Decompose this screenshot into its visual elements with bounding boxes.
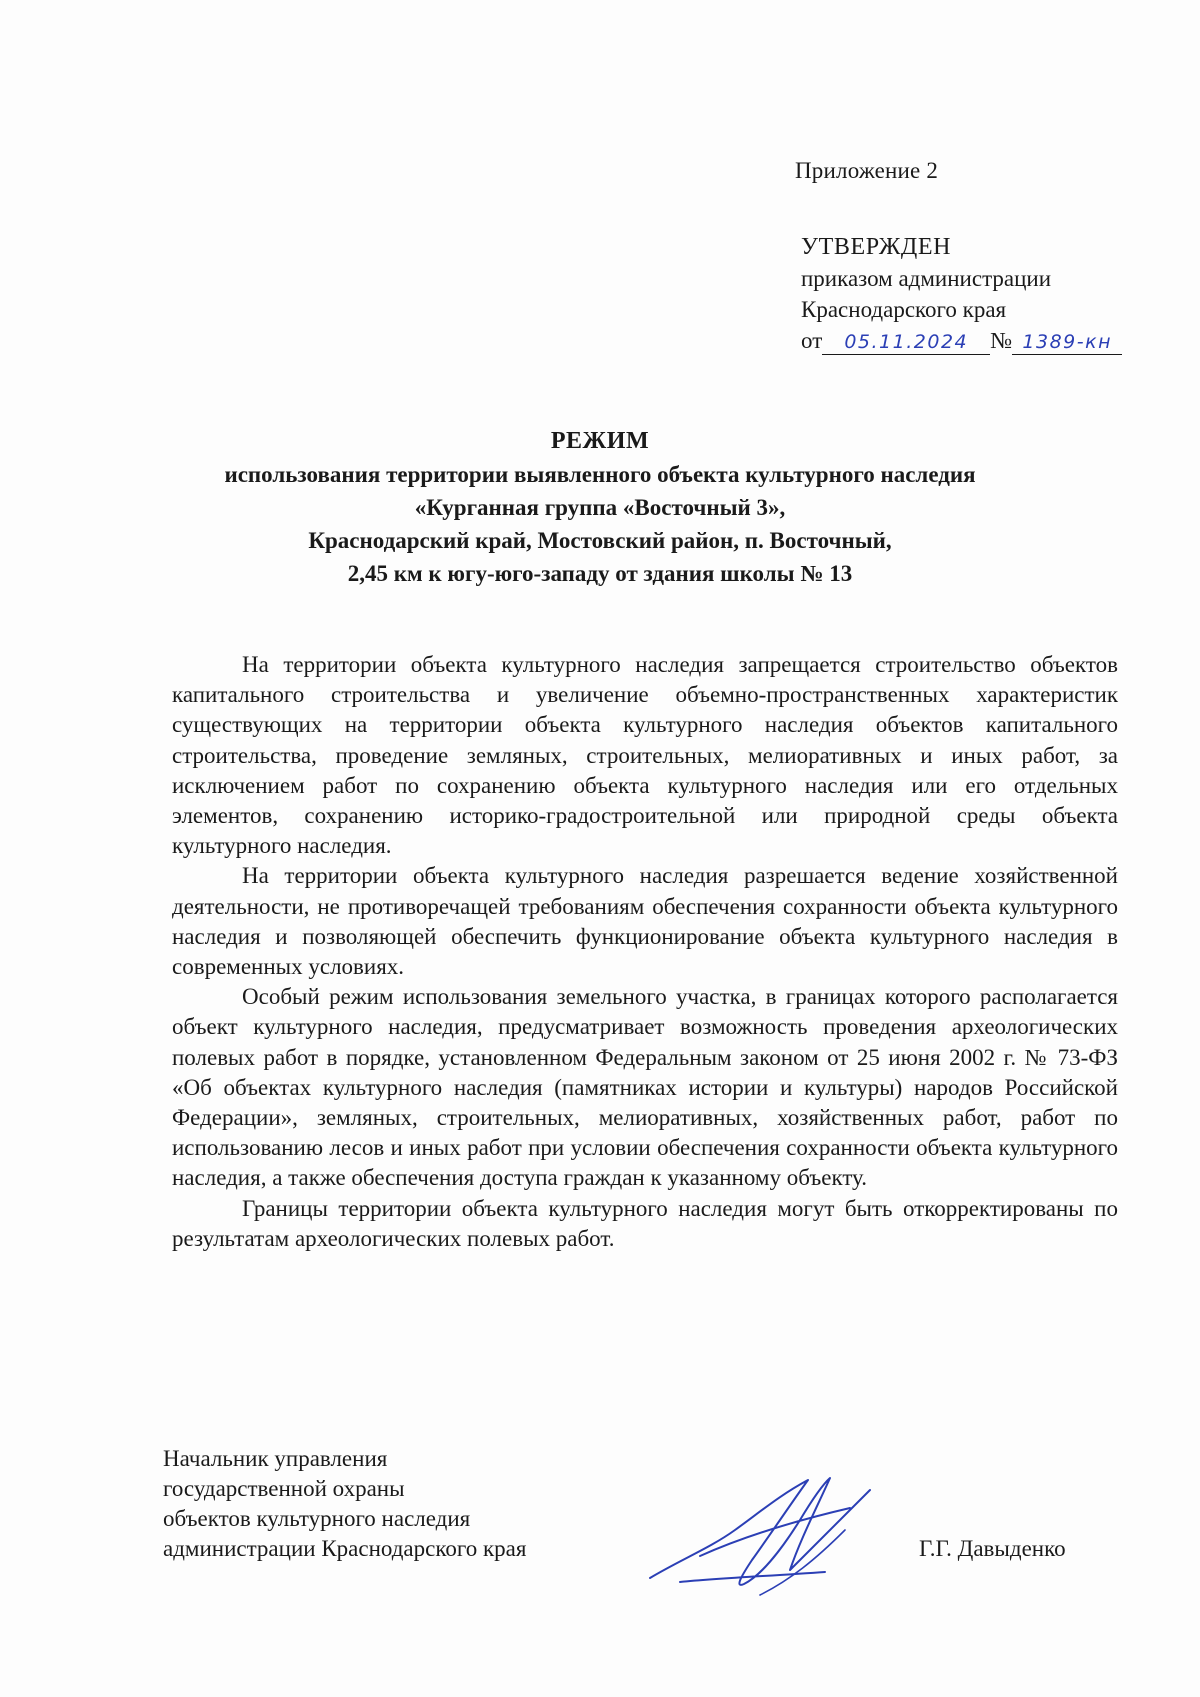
title-line-4: 2,45 км к югу-юго-западу от здания школы № 13 <box>347 561 853 586</box>
title-line-1: использования территории выявленного объекта культурного наследия <box>224 462 976 487</box>
signatory-position <box>163 1444 526 1564</box>
position-line-3: объектов культурного наследия <box>163 1506 471 1531</box>
document-body <box>172 650 1118 1254</box>
document-title <box>150 425 1050 590</box>
paragraph-prohibitions: На территории объекта культурного наследия запрещается строительство объектов капитального строительства и увеличение объемно-пространственных характеристик существующих на территории объекта культурного наследия объектов капитального строительства, проведение земляных, строительных, мелиоративных и иных работ, за исключением работ по сохранению объекта культурного наследия или его отдельных элементов, сохранению историко-градостроительной или природной среды объекта культурного наследия. <box>172 652 1118 859</box>
approval-line-1: приказом администрации <box>801 266 1052 291</box>
paragraph-boundaries: Границы территории объекта культурного наследия могут быть откорректированы по результатам археологических полевых работ. <box>172 1195 1118 1251</box>
position-line-4: администрации Краснодарского края <box>163 1536 527 1561</box>
paragraph-special-regime: Особый режим использования земельного участка, в границах которого располагается объект культурного наследия, предусматривает возможность проведения археологических полевых работ в порядке, установленном Федеральным законом от 25 июня 2002 г. № 73-ФЗ «Об объектах культурного наследия (памятниках истории и культуры) народов Российской Федерации», земляных, строительных, мелиоративных, хозяйственных работ, работ по использованию лесов и иных работ при условии обеспечения сохранности объекта культурного наследия, а также обеспечения доступа граждан к указанному объекту. <box>172 984 1118 1191</box>
approval-line-2: Краснодарского края <box>801 297 1007 322</box>
signatory-name: Г.Г. Давыденко <box>919 1536 1066 1561</box>
order-date: 05.11.2024 <box>822 330 990 355</box>
approval-block <box>801 232 1122 356</box>
position-line-2: государственной охраны <box>163 1476 405 1501</box>
paragraph-permissions: На территории объекта культурного наследия разрешается ведение хозяйственной деятельности, не противоречащей требованиям обеспечения сохранности объекта культурного наследия и позволяющей обеспечить функционирование объекта культурного наследия в современных условиях. <box>172 863 1118 980</box>
title-line-2: «Курганная группа «Восточный 3», <box>414 495 786 520</box>
order-reference <box>801 325 1122 356</box>
handwritten-signature <box>640 1460 890 1600</box>
title-line-3: Краснодарский край, Мостовский район, п. Восточный, <box>308 528 892 553</box>
title-main: РЕЖИМ <box>550 428 650 454</box>
approved-heading: УТВЕРЖДЕН <box>801 234 952 260</box>
from-label: от <box>801 328 823 353</box>
appendix-label: Приложение 2 <box>795 158 939 183</box>
order-number: 1389-кн <box>1012 330 1122 355</box>
number-sign: № <box>990 328 1013 353</box>
position-line-1: Начальник управления <box>163 1446 388 1471</box>
